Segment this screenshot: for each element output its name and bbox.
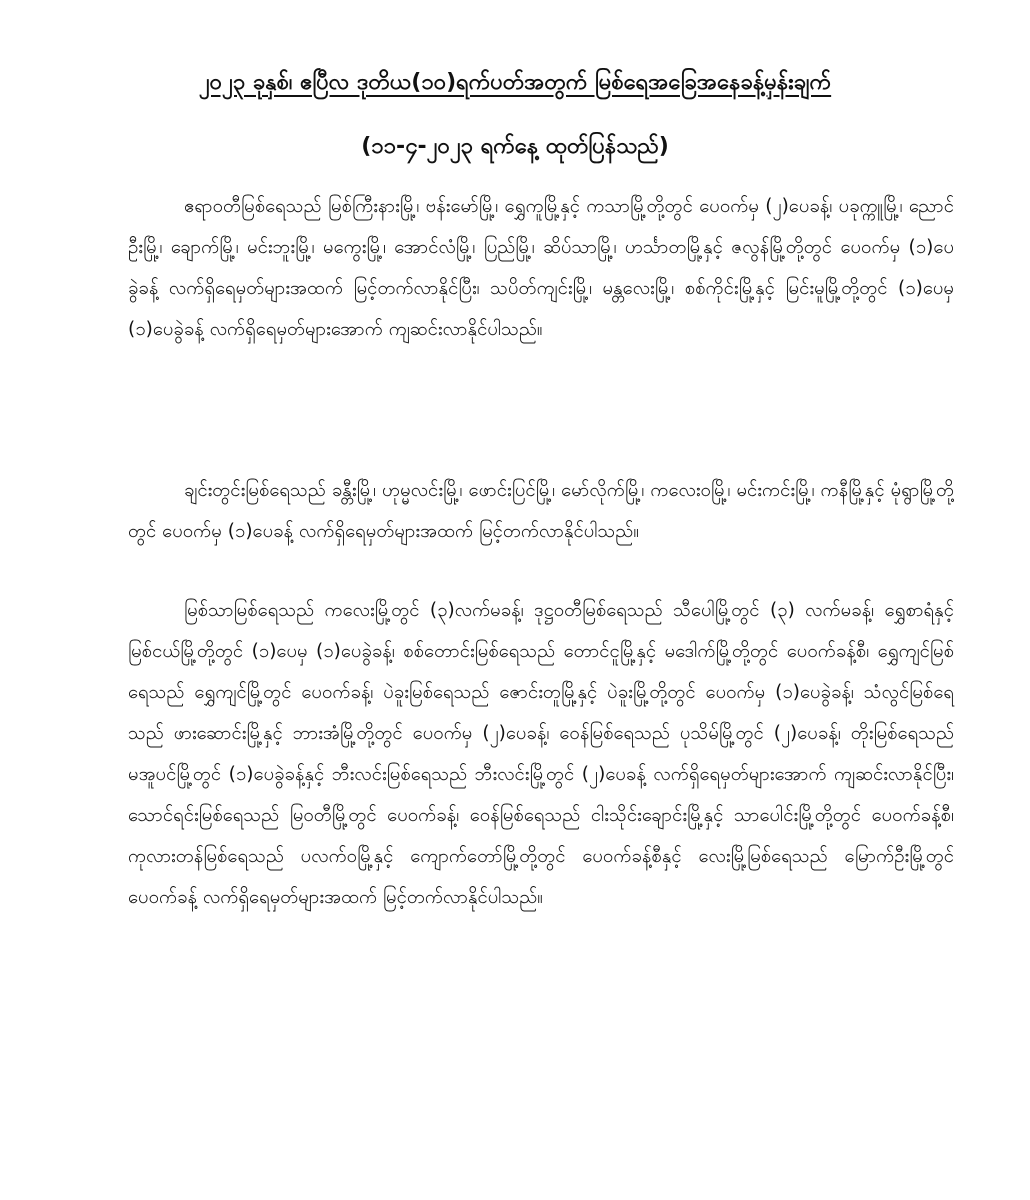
paragraph-ayeyarwady: ဧရာဝတီမြစ်ရေသည် မြစ်ကြီးနားမြို့၊ ဗန်းမော်မြို့၊ ရွှေကူမြို့နှင့် ကသာမြို့တို့တွင် ပေ၀က်မှ (၂)ပေခန့်၊ ပခုက္ကူမြို့၊ ညောင်ဦးမြို့၊ ချောက်မြို့၊ မင်းဘူးမြို့၊ မကွေးမြို့၊ အောင်လံမြို့၊ ပြည်မြို့၊ ဆိပ်သာမြို့၊ ဟင်္သာတမြို့နှင့် ဇလွန်မြို့တို့တွင် ပေ၀က်မှ (၁)ပေခွဲခန့် လက်ရှိရေမှတ်များအထက် မြင့်တက်လာနိုင်ပြီး၊ သပိတ်ကျင်းမြို့၊ မန္တလေးမြို့၊ စစ်ကိုင်းမြို့နှင့် မြင်းမူမြို့တို့တွင် (၁)ပေမှ (၁)ပေခွဲခန့် လက်ရှိရေမှတ်များအောက် ကျဆင်းလာနိုင်ပါသည်။ <box>128 196 954 340</box>
paragraph-other-rivers: မြစ်သာမြစ်ရေသည် ကလေးမြို့တွင် (၃)လက်မခန့်၊ ဒုဋ္ဌဝတီမြစ်ရေသည် သီပေါမြို့တွင် (၃) လက်မခန့်၊ ရွှေစာရံနှင့် မြစ်ငယ်မြို့တို့တွင် (၁)ပေမှ (၁)ပေခွဲခန့်၊ စစ်တောင်းမြစ်ရေသည် တောင်ငူမြို့နှင့် မဒေါက်မြို့တို့တွင် ပေ၀က်ခန့်စီ၊ ရွှေကျင်မြစ်ရေသည် ရွှေကျင်မြို့တွင် ပေ၀က်ခန့်၊ ပဲခူးမြစ်ရေသည် ဇောင်းတူမြို့နှင့် ပဲခူးမြို့တို့တွင် ပေ၀က်မှ (၁)ပေခွဲခန့်၊ သံလွင်မြစ်ရေသည် ဖားဆောင်းမြို့နှင့် ဘားအံမြို့တို့တွင် ပေ၀က်မှ (၂)ပေခန့်၊ ဝေန်မြစ်ရေသည် ပုသိမ်မြို့တွင် (၂)ပေခန့်၊ တိုးမြစ်ရေသည် မအူပင်မြို့တွင် (၁)ပေခွဲခန့်နှင့် ဘီးလင်းမြစ်ရေသည် ဘီးလင်းမြို့တွင် (၂)ပေခန့် လက်ရှိရေမှတ်များအောက် ကျဆင်းလာနိုင်ပြီး၊ သောင်ရင်းမြစ်ရေသည် မြဝတီမြို့တွင် ပေ၀က်ခန့်၊ ဝေန်မြစ်ရေသည် ငါးသိုင်းချောင်းမြို့နှင့် သာပေါင်းမြို့တို့တွင် ပေ၀က်ခန့်စီ၊ ကုလားတန်မြစ်ရေသည် ပလက်ဝမြို့နှင့် ကျောက်တော်မြို့တို့တွင် ပေ၀က်ခန့်စီနှင့် လေးမြို့မြစ်ရေသည် မြောက်ဦးမြို့တွင် ပေ၀က်ခန့် လက်ရှိရေမှတ်များအထက် မြင့်တက်လာနိုင်ပါသည်။ <box>128 600 954 908</box>
document-title: ၂၀၂၃ ခုနှစ်၊ ဧပြီလ ဒုတိယ(၁၀)ရက်ပတ်အတွက် မြစ်ရေအခြေအနေခန့်မှန်းချက် <box>198 70 832 95</box>
document-subtitle: (၁၁-၄-၂၀၂၃ ရက်နေ့ ထုတ်ပြန်သည်) <box>361 134 669 159</box>
paragraph-chindwin: ချင်းတွင်းမြစ်ရေသည် ခန္တီးမြို့၊ ဟုမ္မလင်းမြို့၊ ဖောင်းပြင်မြို့၊ မော်လိုက်မြို့၊ ကလေးဝမြို့၊ မင်းကင်းမြို့၊ ကနီမြို့နှင့် မုံရွာမြို့တို့တွင် ပေ၀က်မှ (၁)ပေခန့် လက်ရှိရေမှတ်များအထက် မြင့်တက်လာနိုင်ပါသည်။ <box>128 480 954 542</box>
